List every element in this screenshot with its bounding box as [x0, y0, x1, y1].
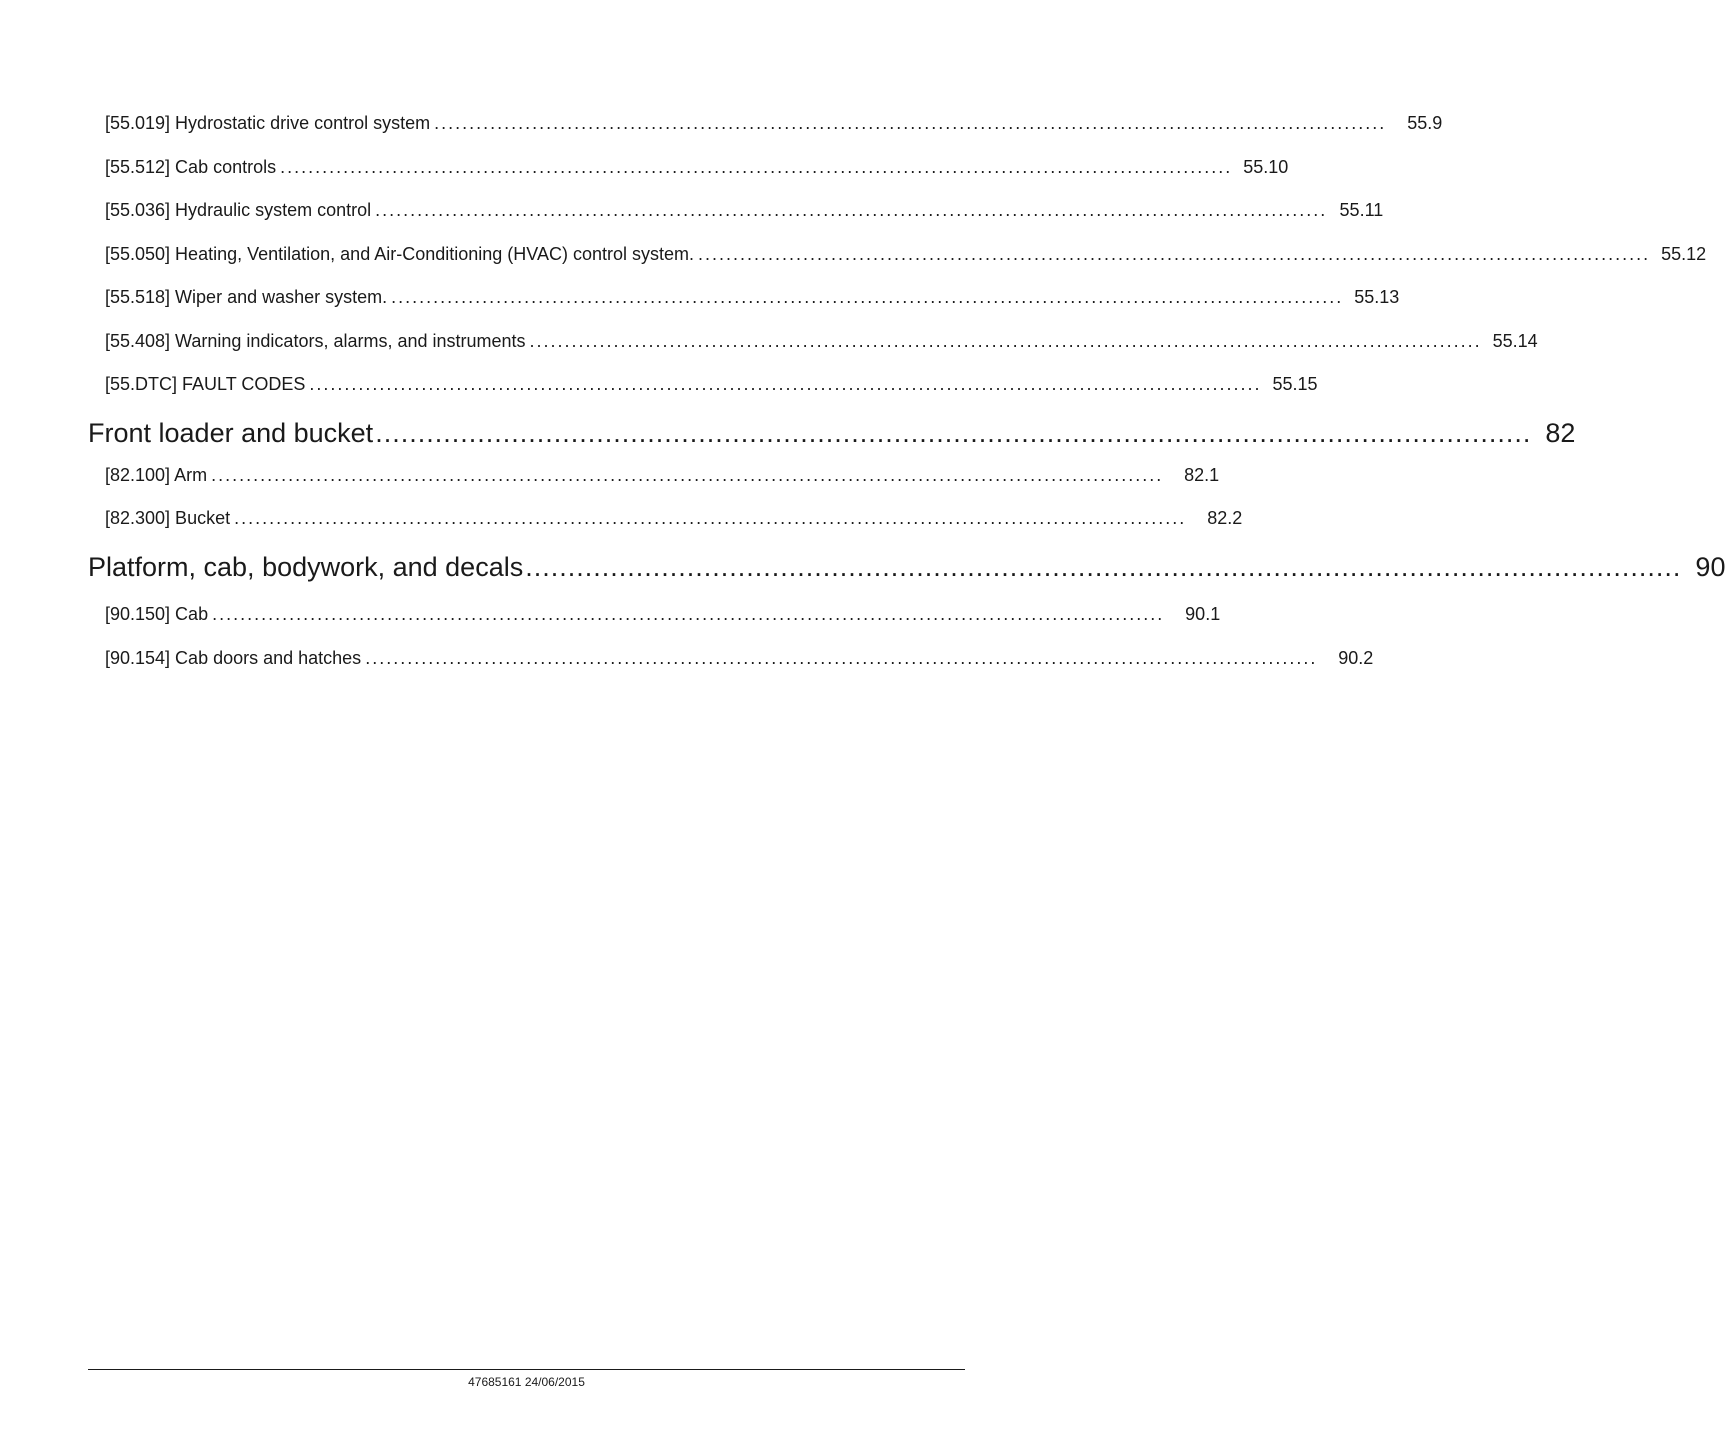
toc-entry-label: [90.154] Cab doors and hatches	[105, 648, 362, 668]
footer-document-id: 47685161 24/06/2015	[468, 1375, 585, 1389]
toc-entry-page: 55.15	[1272, 374, 1318, 394]
toc-entry-label: [55.050] Heating, Ventilation, and Air-Conditioning (HVAC) control system.	[105, 244, 694, 264]
toc-entry-page: 82.1	[1184, 465, 1220, 485]
dot-leader: ........................................................................................................................................	[212, 604, 1165, 624]
toc-section-title: Front loader and bucket	[88, 418, 374, 448]
toc-entry-page: 55.10	[1243, 157, 1289, 177]
toc-section-page: 90	[1695, 552, 1725, 582]
toc-entry[interactable]	[105, 244, 1707, 265]
toc-entry[interactable]	[105, 465, 1220, 486]
toc-entry-page: 55.14	[1492, 331, 1538, 351]
dot-leader: ........................................................................................................................................	[309, 374, 1262, 394]
dot-leader: ........................................................................................................................................	[375, 200, 1328, 220]
dot-leader: ........................................................................................................................................	[375, 418, 1532, 448]
toc-entry-page: 55.13	[1354, 287, 1400, 307]
dot-leader: ........................................................................................................................................	[697, 244, 1651, 264]
toc-entry[interactable]	[105, 113, 1443, 134]
toc-entry-page: 90.2	[1338, 648, 1374, 668]
toc-entry[interactable]	[105, 287, 1400, 308]
toc-section-heading[interactable]	[88, 418, 1576, 449]
toc-entry-page: 90.1	[1185, 604, 1221, 624]
toc-entry-label: [90.150] Cab	[105, 604, 209, 624]
toc-entry[interactable]	[105, 374, 1318, 395]
toc-entry[interactable]	[105, 331, 1538, 352]
toc-entry[interactable]	[105, 157, 1289, 178]
dot-leader: ........................................................................................................................................	[391, 287, 1344, 307]
dot-leader: ........................................................................................................................................	[525, 552, 1682, 582]
toc-entry-label: [55.019] Hydrostatic drive control system	[105, 113, 431, 133]
toc-section-page: 82	[1545, 418, 1576, 448]
toc-entry[interactable]	[105, 648, 1374, 669]
dot-leader: ........................................................................................................................................	[529, 331, 1482, 351]
footer-divider	[88, 1369, 965, 1370]
toc-entry-page: 55.11	[1339, 200, 1384, 220]
toc-entry-label: [55.DTC] FAULT CODES	[105, 374, 306, 394]
toc-entry-label: [55.408] Warning indicators, alarms, and instruments	[105, 331, 526, 351]
toc-entry-page: 55.12	[1661, 244, 1707, 264]
toc-entry-label: [82.100] Arm	[105, 465, 208, 485]
toc-entry[interactable]	[105, 604, 1221, 625]
toc-section-heading[interactable]	[88, 552, 1725, 583]
dot-leader: ........................................................................................................................................	[234, 508, 1187, 528]
dot-leader: ........................................................................................................................................	[434, 113, 1387, 133]
toc-entry[interactable]	[105, 508, 1243, 529]
dot-leader: ........................................................................................................................................	[211, 465, 1164, 485]
toc-entry-label: [82.300] Bucket	[105, 508, 231, 528]
toc-entry-label: [55.518] Wiper and washer system.	[105, 287, 388, 307]
toc-entry[interactable]	[105, 200, 1384, 221]
toc-entry-page: 55.9	[1407, 113, 1443, 133]
toc-section-title: Platform, cab, bodywork, and decals	[88, 552, 524, 582]
dot-leader: ........................................................................................................................................	[365, 648, 1318, 668]
toc-entry-page: 82.2	[1207, 508, 1243, 528]
toc-entry-label: [55.036] Hydraulic system control	[105, 200, 372, 220]
toc-entry-label: [55.512] Cab controls	[105, 157, 277, 177]
dot-leader: ........................................................................................................................................	[280, 157, 1233, 177]
